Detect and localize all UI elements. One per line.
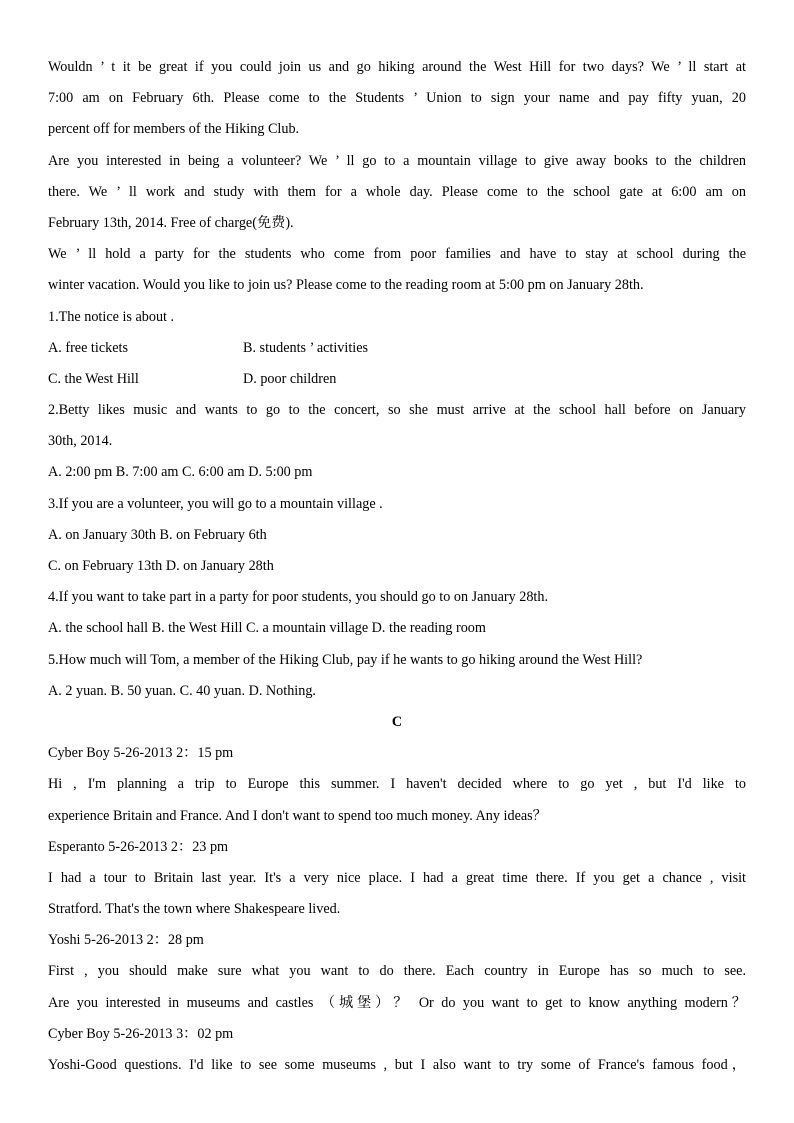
paragraph-party [48, 239, 746, 301]
document-page [48, 52, 746, 1081]
question-options: A. the school hall B. the West Hill C. a mountain village D. the reading room [48, 620, 486, 637]
forum-post [48, 738, 746, 832]
question-stem: 4.If you want to take part in a party for poor students, you should go to on January 28th. [48, 589, 549, 606]
question-stem: 5.How much will Tom, a member of the Hiking Club, pay if he wants to go hiking around the West Hill? [48, 651, 643, 668]
text-line: winter vacation. Would you like to join us? Please come to the reading room at 5:00 pm on January 28th. [48, 277, 644, 294]
post-header: Esperanto 5-26-2013 2：23 pm [48, 838, 229, 855]
post-header: Cyber Boy 5-26-2013 3：02 pm [48, 1025, 234, 1042]
post-header: Yoshi 5-26-2013 2：28 pm [48, 932, 204, 949]
option-b: B. students ’ activities [243, 339, 369, 356]
question-stem: 3.If you are a volunteer, you will go to a mountain village . [48, 495, 383, 512]
post-line: Are you interested in museums and castles （城堡）？ Or do you want to get to know anything modern？ [48, 994, 746, 1011]
question-stem: 2.Betty likes music and wants to go to the concert, so she must arrive at the school hall before on January [48, 402, 746, 419]
question-options: A. 2 yuan. B. 50 yuan. C. 40 yuan. D. Nothing. [48, 682, 316, 699]
options-row [48, 364, 746, 395]
text-line: percent off for members of the Hiking Club. [48, 121, 300, 138]
options-row [48, 333, 746, 364]
forum-post [48, 925, 746, 1019]
post-line: First , you should make sure what you want to do there. Each country in Europe has so much to see. [48, 963, 746, 980]
post-line: I had a tour to Britain last year. It's a very nice place. I had a great time there. If you get a chance , visit [48, 869, 746, 886]
text-line: Are you interested in being a volunteer? We ’ ll go to a mountain village to give away books to the children [48, 152, 746, 169]
text-line: February 13th, 2014. Free of charge(免费). [48, 214, 294, 231]
question-3 [48, 489, 746, 583]
question-options: A. on January 30th B. on February 6th [48, 526, 267, 543]
question-4 [48, 582, 746, 644]
text-line: there. We ’ ll work and study with them for a whole day. Please come to the school gate at 6:00 am on [48, 183, 746, 200]
option-d: D. poor children [243, 370, 337, 387]
question-1 [48, 302, 746, 396]
question-options: A. 2:00 pm B. 7:00 am C. 6:00 am D. 5:00 pm [48, 464, 313, 481]
post-line: experience Britain and France. And I don't want to spend too much money. Any ideas？ [48, 807, 547, 824]
text-line: We ’ ll hold a party for the students who come from poor families and have to stay at school during the [48, 246, 746, 263]
option-a: A. free tickets [48, 339, 128, 356]
question-5 [48, 645, 746, 707]
post-line: Stratford. That's the town where Shakespeare lived. [48, 901, 341, 918]
paragraph-volunteer [48, 146, 746, 240]
post-header: Cyber Boy 5-26-2013 2：15 pm [48, 745, 234, 762]
paragraph-hiking [48, 52, 746, 146]
section-heading: C [391, 713, 403, 730]
forum-post [48, 832, 746, 926]
question-2 [48, 395, 746, 489]
post-line: Yoshi-Good questions. I'd like to see some museums , but I also want to try some of France's famous food， [48, 1057, 746, 1073]
question-stem: 1.The notice is about . [48, 308, 175, 325]
text-line: 7:00 am on February 6th. Please come to the Students ’ Union to sign your name and pay fifty yuan, 20 [48, 90, 746, 107]
text-line: Wouldn ’ t it be great if you could join us and go hiking around the West Hill for two days? We ’ ll start at [48, 59, 746, 75]
forum-post [48, 1019, 746, 1081]
question-stem: 30th, 2014. [48, 433, 113, 450]
post-line: Hi , I'm planning a trip to Europe this summer. I haven't decided where to go yet , but I'd like to [48, 776, 746, 793]
option-c: C. the West Hill [48, 370, 139, 387]
question-options: C. on February 13th D. on January 28th [48, 558, 274, 574]
